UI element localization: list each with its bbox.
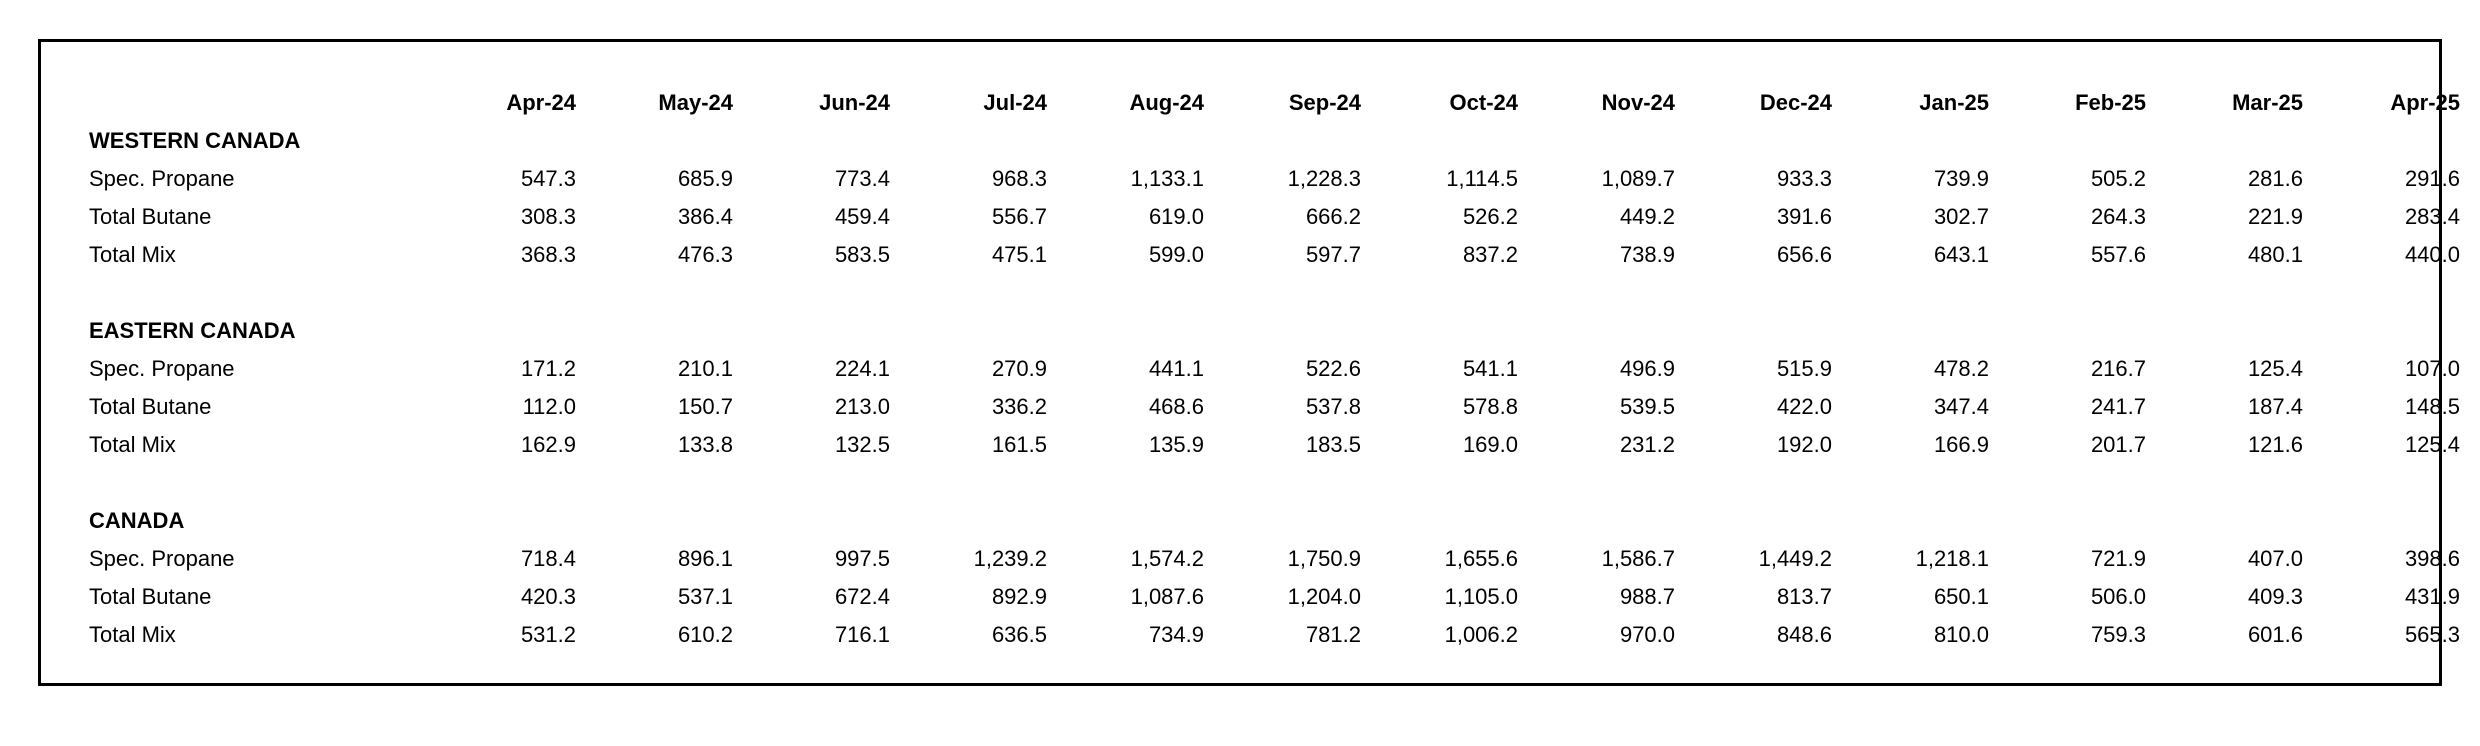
table-row [89,426,2460,464]
value-cell: 515.9 [1776,356,1832,381]
value-cell: 773.4 [834,166,890,191]
value-cell: 968.3 [991,166,1047,191]
value-cell: 431.9 [2404,584,2460,609]
value-cell: 368.3 [520,242,576,267]
table-row [89,578,2460,616]
section-title-row [89,502,2460,540]
value-cell: 459.4 [834,204,890,229]
value-cell: 1,574.2 [1130,546,1204,571]
value-cell: 183.5 [1305,432,1361,457]
value-cell: 1,133.1 [1130,166,1204,191]
row-label: Total Mix [89,242,176,267]
section-title-row [89,312,2460,350]
value-cell: 169.0 [1462,432,1518,457]
value-cell: 539.5 [1619,394,1675,419]
value-cell: 781.2 [1305,622,1361,647]
month-header: May-24 [658,90,733,115]
month-header: Oct-24 [1449,90,1518,115]
value-cell: 892.9 [991,584,1047,609]
value-cell: 125.4 [2404,432,2460,457]
value-cell: 601.6 [2247,622,2303,647]
value-cell: 440.0 [2404,242,2460,267]
month-header: Nov-24 [1601,90,1675,115]
value-cell: 739.9 [1933,166,1989,191]
month-header: Aug-24 [1129,90,1204,115]
value-cell: 264.3 [2090,204,2146,229]
value-cell: 666.2 [1305,204,1361,229]
table-row [89,388,2460,426]
value-cell: 1,239.2 [973,546,1047,571]
value-cell: 988.7 [1619,584,1675,609]
value-cell: 1,449.2 [1758,546,1832,571]
month-header: Dec-24 [1759,90,1832,115]
value-cell: 1,750.9 [1287,546,1361,571]
value-cell: 716.1 [834,622,890,647]
table-row [89,616,2460,654]
month-header: Apr-24 [506,90,576,115]
value-cell: 171.2 [520,356,576,381]
value-cell: 557.6 [2090,242,2146,267]
value-cell: 610.2 [677,622,733,647]
value-cell: 107.0 [2404,356,2460,381]
value-cell: 537.1 [677,584,733,609]
row-label: Spec. Propane [89,166,235,191]
value-cell: 441.1 [1148,356,1204,381]
value-cell: 597.7 [1305,242,1361,267]
value-cell: 506.0 [2090,584,2146,609]
value-cell: 148.5 [2404,394,2460,419]
month-header: Jun-24 [819,90,890,115]
value-cell: 231.2 [1619,432,1675,457]
value-cell: 241.7 [2090,394,2146,419]
value-cell: 150.7 [677,394,733,419]
section-spacer [89,464,2460,502]
value-cell: 810.0 [1933,622,1989,647]
value-cell: 210.1 [677,356,733,381]
value-cell: 125.4 [2247,356,2303,381]
value-cell: 347.4 [1933,394,1989,419]
value-cell: 1,655.6 [1444,546,1518,571]
value-cell: 187.4 [2247,394,2303,419]
value-cell: 1,105.0 [1444,584,1518,609]
section-title: CANADA [89,508,185,533]
table-row [89,350,2460,388]
section-title: EASTERN CANADA [89,318,296,343]
value-cell: 970.0 [1619,622,1675,647]
row-label: Total Mix [89,622,176,647]
value-cell: 386.4 [677,204,733,229]
value-cell: 112.0 [522,394,576,419]
value-cell: 541.1 [1462,356,1518,381]
value-cell: 672.4 [834,584,890,609]
value-cell: 636.5 [991,622,1047,647]
value-cell: 547.3 [520,166,576,191]
value-cell: 216.7 [2090,356,2146,381]
value-cell: 578.8 [1462,394,1518,419]
value-cell: 643.1 [1933,242,1989,267]
value-cell: 302.7 [1933,204,1989,229]
value-cell: 848.6 [1776,622,1832,647]
section-title: WESTERN CANADA [89,128,301,153]
value-cell: 480.1 [2247,242,2303,267]
value-cell: 1,087.6 [1130,584,1204,609]
value-cell: 565.3 [2404,622,2460,647]
value-cell: 281.6 [2247,166,2303,191]
row-label: Total Butane [89,204,212,229]
value-cell: 1,006.2 [1444,622,1518,647]
value-cell: 1,218.1 [1915,546,1989,571]
value-cell: 133.8 [677,432,733,457]
month-header: Sep-24 [1288,90,1361,115]
value-cell: 407.0 [2247,546,2303,571]
value-cell: 505.2 [2090,166,2146,191]
value-cell: 166.9 [1933,432,1989,457]
table-row [89,540,2460,578]
value-cell: 161.5 [991,432,1047,457]
value-cell: 475.1 [991,242,1047,267]
value-cell: 619.0 [1148,204,1204,229]
corner-cell [89,84,419,122]
value-cell: 556.7 [991,204,1047,229]
value-cell: 685.9 [677,166,733,191]
table-row [89,198,2460,236]
value-cell: 132.5 [834,432,890,457]
row-label: Total Butane [89,584,212,609]
value-cell: 526.2 [1462,204,1518,229]
value-cell: 162.9 [520,432,576,457]
value-cell: 201.7 [2090,432,2146,457]
value-cell: 391.6 [1776,204,1832,229]
value-cell: 837.2 [1462,242,1518,267]
value-cell: 422.0 [1776,394,1832,419]
value-cell: 270.9 [991,356,1047,381]
row-label: Total Butane [89,394,212,419]
value-cell: 135.9 [1148,432,1204,457]
value-cell: 1,586.7 [1601,546,1675,571]
value-cell: 721.9 [2090,546,2146,571]
value-cell: 1,114.5 [1446,166,1518,191]
value-cell: 1,089.7 [1601,166,1675,191]
table-body [89,122,2460,654]
section-spacer [89,274,2460,312]
month-header-row [89,84,2460,122]
value-cell: 522.6 [1305,356,1361,381]
value-cell: 221.9 [2247,204,2303,229]
value-cell: 121.6 [2247,432,2303,457]
value-cell: 192.0 [1776,432,1832,457]
value-cell: 496.9 [1619,356,1675,381]
value-cell: 599.0 [1148,242,1204,267]
value-cell: 308.3 [520,204,576,229]
value-cell: 759.3 [2090,622,2146,647]
value-cell: 409.3 [2247,584,2303,609]
value-cell: 420.3 [520,584,576,609]
month-header: Apr-25 [2390,90,2460,115]
value-cell: 478.2 [1933,356,1989,381]
month-header: Jan-25 [1919,90,1989,115]
value-cell: 537.8 [1305,394,1361,419]
value-cell: 476.3 [677,242,733,267]
value-cell: 213.0 [834,394,890,419]
table-row [89,160,2460,198]
value-cell: 224.1 [834,356,890,381]
value-cell: 1,204.0 [1287,584,1361,609]
value-cell: 398.6 [2404,546,2460,571]
row-label: Spec. Propane [89,546,235,571]
month-header: Jul-24 [983,90,1047,115]
value-cell: 656.6 [1776,242,1832,267]
row-label: Spec. Propane [89,356,235,381]
value-cell: 531.2 [520,622,576,647]
value-cell: 896.1 [677,546,733,571]
value-cell: 997.5 [834,546,890,571]
value-cell: 283.4 [2404,204,2460,229]
value-cell: 468.6 [1148,394,1204,419]
value-cell: 734.9 [1148,622,1204,647]
value-cell: 933.3 [1776,166,1832,191]
month-header: Mar-25 [2232,90,2303,115]
month-header: Feb-25 [2075,90,2146,115]
value-cell: 1,228.3 [1287,166,1361,191]
value-cell: 718.4 [520,546,576,571]
section-title-row [89,122,2460,160]
data-table [89,84,2460,654]
row-label: Total Mix [89,432,176,457]
value-cell: 738.9 [1619,242,1675,267]
value-cell: 291.6 [2404,166,2460,191]
value-cell: 813.7 [1776,584,1832,609]
value-cell: 449.2 [1619,204,1675,229]
value-cell: 583.5 [834,242,890,267]
value-cell: 650.1 [1933,584,1989,609]
table-row [89,236,2460,274]
value-cell: 336.2 [991,394,1047,419]
